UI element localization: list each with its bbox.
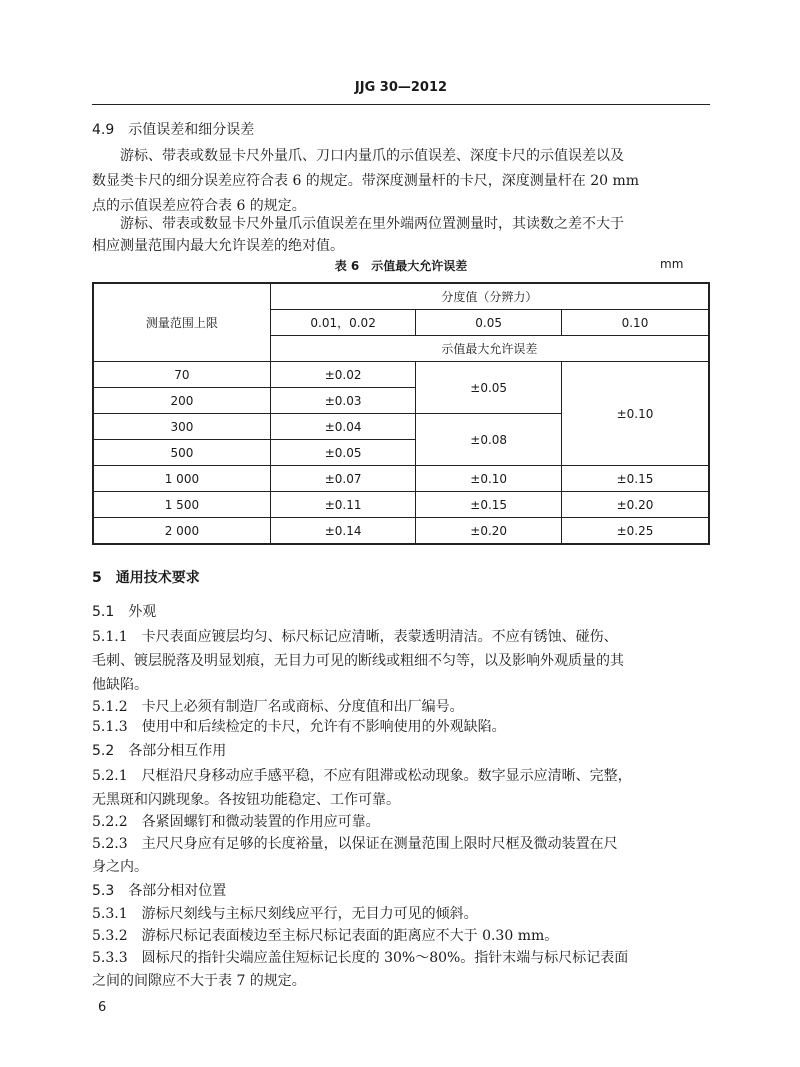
page-number: 6 <box>98 1000 107 1015</box>
clause-5-2-1-line-2: 无黑斑和闪跳现象。各按钮功能稳定、工作可靠。 <box>92 792 400 808</box>
clause-5-2-1-line-1: 5.2.1 尺框沿尺身移动应手感平稳，不应有阻滞或松动现象。数字显示应清晰、完整， <box>92 768 632 784</box>
table-row <box>93 466 709 492</box>
range-cell: 200 <box>93 388 270 414</box>
para-4-9b-line-1: 游标、带表或数显卡尺外量爪示值误差在里外端两位置测量时，其读数之差不大于 <box>120 216 624 232</box>
value-cell: ±0.08 <box>416 414 562 466</box>
table-row <box>93 518 709 545</box>
clause-5-1-1-line-2: 毛刺、镀层脱落及明显划痕，无目力可见的断线或粗细不匀等，以及影响外观质量的其 <box>92 653 624 669</box>
clause-5-2-2: 5.2.2 各紧固螺钉和微动装置的作用应可靠。 <box>92 814 380 830</box>
clause-5-1-2: 5.1.2 卡尺上必须有制造厂名或商标、分度值和出厂编号。 <box>92 699 464 715</box>
range-cell: 300 <box>93 414 270 440</box>
clause-5-3-3-line-2: 之间的间隙应不大于表 7 的规定。 <box>92 973 306 989</box>
value-cell: ±0.15 <box>416 492 562 518</box>
clause-5-1-1-line-1: 5.1.1 卡尺表面应镀层均匀、标尺标记应清晰，表蒙透明清洁。不应有锈蚀、碰伤、 <box>92 629 618 645</box>
para-4-9-line-1: 游标、带表或数显卡尺外量爪、刀口内量爪的示值误差、深度卡尺的示值误差以及 <box>120 148 624 164</box>
section-5-heading: 5 通用技术要求 <box>92 570 200 586</box>
header-rule <box>92 104 710 105</box>
range-cell: 70 <box>93 362 270 388</box>
value-cell: ±0.11 <box>270 492 416 518</box>
value-cell: ±0.05 <box>270 440 416 466</box>
range-cell: 500 <box>93 440 270 466</box>
table-6-caption: 表 6 示值最大允许误差 <box>334 259 468 273</box>
para-4-9-line-3: 点的示值误差应符合表 6 的规定。 <box>92 198 306 214</box>
range-cell: 1 000 <box>93 466 270 492</box>
clause-5-3-3-line-1: 5.3.3 圆标尺的指针尖端应盖住短标记长度的 30%～80%。指针末端与标尺标记表面 <box>92 950 629 966</box>
clause-5-1-3: 5.1.3 使用中和后续检定的卡尺，允许有不影响使用的外观缺陷。 <box>92 719 506 735</box>
col-header-cell: 0.05 <box>416 310 562 336</box>
table-row <box>93 492 709 518</box>
table-6 <box>92 282 710 545</box>
section-5-2-heading: 5.2 各部分相互作用 <box>92 743 227 759</box>
value-cell: ±0.04 <box>270 414 416 440</box>
row-header-cell: 测量范围上限 <box>93 283 270 362</box>
clause-5-1-1-line-3: 他缺陷。 <box>92 677 148 693</box>
value-cell: ±0.15 <box>561 466 709 492</box>
section-5-3-heading: 5.3 各部分相对位置 <box>92 883 227 899</box>
group-header-cell: 分度值（分辨力） <box>270 283 709 310</box>
clause-5-2-3-line-2: 身之内。 <box>92 859 148 875</box>
value-cell: ±0.10 <box>416 466 562 492</box>
value-cell: ±0.05 <box>416 362 562 414</box>
page-header: JJG 30—2012 <box>354 80 448 95</box>
value-cell: ±0.10 <box>561 362 709 466</box>
value-cell: ±0.14 <box>270 518 416 545</box>
sub-header-cell: 示值最大允许误差 <box>270 336 709 362</box>
section-4-9-heading: 4.9 示值误差和细分误差 <box>92 122 255 138</box>
value-cell: ±0.20 <box>416 518 562 545</box>
col-header-cell: 0.01，0.02 <box>270 310 416 336</box>
table-6-unit: mm <box>660 257 684 271</box>
range-cell: 1 500 <box>93 492 270 518</box>
value-cell: ±0.25 <box>561 518 709 545</box>
value-cell: ±0.07 <box>270 466 416 492</box>
clause-5-3-1: 5.3.1 游标尺刻线与主标尺刻线应平行，无目力可见的倾斜。 <box>92 906 478 922</box>
range-cell: 2 000 <box>93 518 270 545</box>
clause-5-3-2: 5.3.2 游标尺标记表面棱边至主标尺标记表面的距离应不大于 0.30 mm。 <box>92 928 559 944</box>
value-cell: ±0.20 <box>561 492 709 518</box>
col-header-cell: 0.10 <box>561 310 709 336</box>
table-row <box>93 362 709 388</box>
value-cell: ±0.02 <box>270 362 416 388</box>
para-4-9-line-2: 数显类卡尺的细分误差应符合表 6 的规定。带深度测量杆的卡尺，深度测量杆在 20 mm <box>92 173 640 189</box>
section-5-1-heading: 5.1 外观 <box>92 604 157 620</box>
value-cell: ±0.03 <box>270 388 416 414</box>
para-4-9b-line-2: 相应测量范围内最大允许误差的绝对值。 <box>92 238 344 254</box>
clause-5-2-3-line-1: 5.2.3 主尺尺身应有足够的长度裕量，以保证在测量范围上限时尺框及微动装置在尺 <box>92 836 618 852</box>
